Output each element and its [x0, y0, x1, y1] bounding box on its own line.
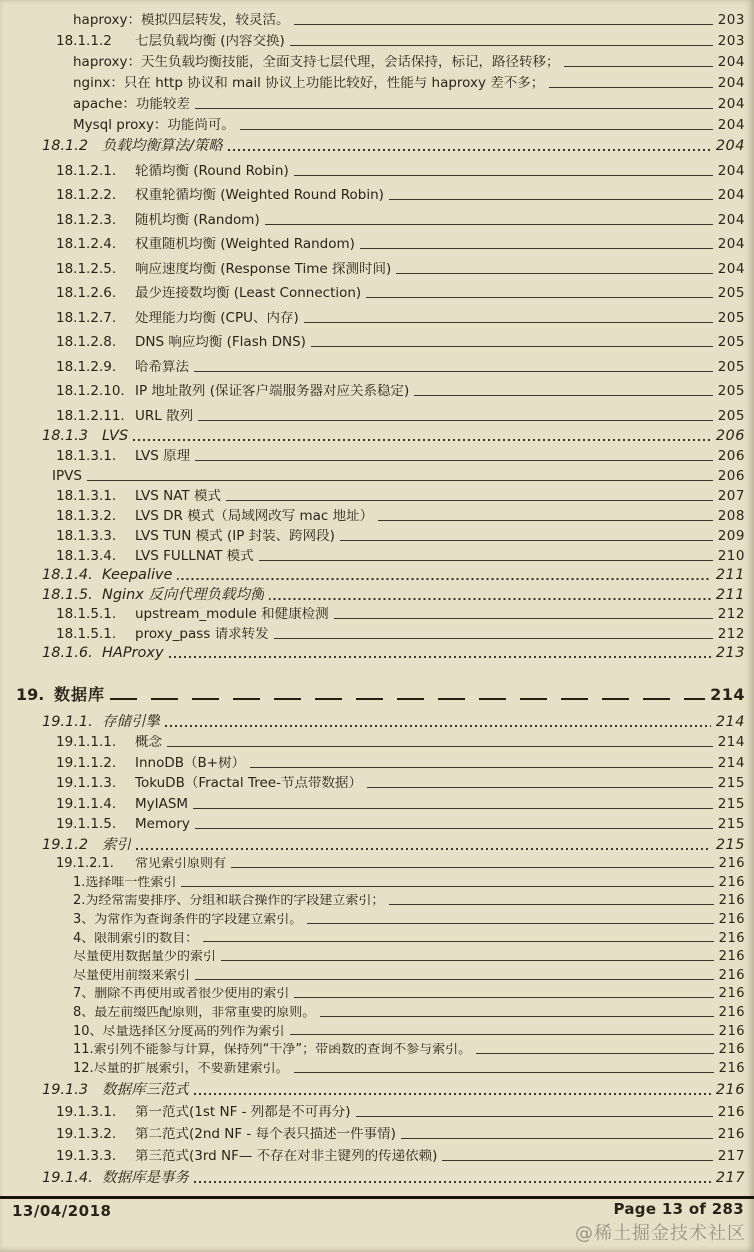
- toc-entry-number: 18.1.2: [42, 138, 89, 155]
- toc-entry-title: InnoDB（B+树）: [135, 755, 246, 771]
- leader-line: [260, 204, 715, 229]
- leader-line: [176, 872, 715, 891]
- toc-entry-title: Keepalive: [102, 567, 173, 584]
- toc-entry-page: 216: [718, 949, 745, 965]
- toc-entry-title: 哈希算法: [135, 359, 189, 375]
- toc-row: [0, 253, 754, 278]
- leader-line: [190, 965, 716, 984]
- leader-line: [391, 253, 714, 278]
- toc-entry-number: 19.: [16, 684, 45, 704]
- leader-line: [302, 909, 715, 928]
- toc-entry-title: 概念: [135, 735, 162, 751]
- toc-entry-page: 203: [717, 33, 745, 50]
- toc-entry-number: 18.1.2.1.: [56, 162, 117, 179]
- toc-entry-page: 205: [717, 309, 745, 326]
- toc-entry-page: 204: [717, 54, 745, 71]
- toc-entry-number: 18.1.2.11.: [56, 407, 125, 424]
- toc-entry-number: 18.1.5.1.: [56, 606, 117, 623]
- toc-entry-title: 12.尽量的扩展索引，不要新建索引。: [73, 1061, 289, 1076]
- toc-entry-page: 204: [717, 211, 745, 228]
- toc-entry-number: 19.1.1.1.: [56, 734, 117, 751]
- toc-entry-title: LVS NAT 模式: [135, 488, 221, 504]
- toc-entry-title: LVS DR 模式（局域网改写 mac 地址）: [135, 508, 374, 524]
- toc-entry-title: URL 散列: [135, 408, 194, 424]
- toc-row: [0, 1143, 754, 1165]
- toc-row: [0, 545, 754, 565]
- toc-entry-title: DNS 响应均衡 (Flash DNS): [135, 335, 306, 351]
- toc-entry-page: 204: [717, 75, 745, 92]
- toc-row: [0, 351, 754, 376]
- toc-entry-title: 7、删除不再使用或者很少使用的索引: [73, 987, 290, 1002]
- leader-line: [188, 792, 715, 813]
- leader-line: [361, 278, 715, 303]
- toc-entry-title: 数据库三范式: [102, 1081, 189, 1098]
- leader-line: [105, 674, 707, 704]
- toc-entry-title: LVS 原理: [135, 448, 191, 464]
- leader-line: [384, 180, 715, 205]
- toc-entry-number: 19.1.1.2.: [56, 754, 117, 771]
- leader-line: [285, 29, 715, 50]
- leader-line: [264, 584, 712, 604]
- toc-entry-page: 217: [717, 1148, 745, 1165]
- toc-entry-number: 18.1.3.1.: [56, 487, 117, 504]
- toc-entry-title: 负载均衡算法/策略: [102, 138, 223, 155]
- toc-entry-title: 存储引擎: [102, 713, 160, 730]
- toc-entry-number: 19.1.3: [42, 1081, 89, 1098]
- toc-row: [0, 302, 754, 327]
- toc-entry-title: 2.为经常需要排序、分组和联合操作的字段建立索引；: [73, 894, 385, 909]
- toc-row: [0, 623, 754, 643]
- toc-entry-title: nginx：只在 http 协议和 mail 协议上功能比较好，性能与 haproxy 差不多；: [73, 76, 545, 92]
- toc-entry-page: 211: [715, 586, 745, 603]
- leader-line: [559, 50, 714, 71]
- toc-entry-page: 204: [717, 187, 745, 204]
- leader-line: [189, 1165, 713, 1187]
- toc-row: [0, 71, 754, 92]
- toc-entry-page: 216: [718, 911, 745, 927]
- toc-entry-page: 215: [717, 795, 745, 812]
- toc-row: [0, 772, 754, 793]
- toc-row: [0, 1058, 754, 1077]
- toc-entry-title: TokuDB（Fractal Tree-节点带数据）: [135, 776, 362, 792]
- toc-entry-title: 尽量使用数据量少的索引: [73, 950, 217, 965]
- leader-line: [190, 92, 715, 113]
- toc-entry-page: 203: [717, 12, 745, 29]
- toc-entry-page: 210: [717, 547, 745, 564]
- toc-row: [0, 50, 754, 71]
- toc-row: [0, 1099, 754, 1121]
- toc-entry-title: haproxy：模拟四层转发，较灵活。: [73, 13, 290, 29]
- toc-entry-number: 18.1.2.2.: [56, 187, 117, 204]
- leader-line: [190, 813, 715, 834]
- toc-row: [0, 984, 754, 1003]
- toc-row: [0, 445, 754, 465]
- toc-entry-page: 215: [715, 836, 745, 853]
- toc-row: [0, 1077, 754, 1099]
- toc-entry-title: HAProxy: [102, 645, 164, 662]
- toc-entry-page: 211: [715, 567, 745, 584]
- toc-entry-title: haproxy：天生负载均衡技能，全面支持七层代理，会话保持，标记，路径转移；: [73, 55, 560, 71]
- toc-row: [0, 1002, 754, 1021]
- toc-entry-title: 第二范式(2nd NF - 每个表只描述一件事情): [135, 1127, 396, 1143]
- toc-entry-number: 19.1.1.4.: [56, 795, 117, 812]
- toc-entry-title: Mysql proxy：功能尚可。: [73, 118, 235, 134]
- toc-entry-page: 205: [717, 285, 745, 302]
- toc-entry-page: 204: [717, 260, 745, 277]
- toc-entry-page: 212: [717, 606, 745, 623]
- toc-entry-title: 4、限制索引的数目：: [73, 931, 199, 946]
- leader-line: [289, 984, 715, 1003]
- toc-entry-number: 18.1.2.3.: [56, 211, 117, 228]
- leader-line: [362, 772, 715, 793]
- toc-row: [0, 113, 754, 134]
- leader-line: [289, 155, 715, 180]
- toc-entry-page: 214: [717, 734, 745, 751]
- toc-row: [0, 229, 754, 254]
- toc-entry-page: 204: [717, 162, 745, 179]
- toc-row: [0, 485, 754, 505]
- leader-line: [190, 445, 715, 465]
- toc-entry-page: 205: [717, 383, 745, 400]
- leader-line: [471, 1039, 716, 1058]
- toc-entry-title: 10、尽量选择区分度高的列作为索引: [73, 1024, 285, 1039]
- toc-row: [0, 425, 754, 445]
- toc-entry-page: 209: [717, 527, 745, 544]
- leader-line: [172, 565, 712, 585]
- toc-entry-title: 尽量使用前缀来索引: [73, 968, 191, 983]
- toc-row: [0, 134, 754, 155]
- leader-line: [254, 545, 715, 565]
- toc-entry-page: 215: [717, 775, 745, 792]
- leader-line: [355, 229, 715, 254]
- toc-entry-page: 206: [715, 427, 745, 444]
- toc-entry-title: MyIASM: [135, 796, 189, 812]
- toc-row: [0, 833, 754, 854]
- toc-entry-title: IPVS: [52, 468, 82, 484]
- toc-entry-number: 18.1.5.: [42, 586, 93, 603]
- toc-entry-number: 18.1.3: [42, 427, 89, 444]
- toc-entry-page: 204: [717, 96, 745, 113]
- leader-line: [235, 113, 715, 134]
- toc-entry-title: 第一范式(1st NF - 列都是不可再分): [135, 1105, 351, 1121]
- toc-entry-page: 216: [718, 1023, 745, 1039]
- leader-line: [160, 710, 713, 731]
- toc-entry-title: LVS TUN 模式 (IP 封装、跨网段): [135, 528, 335, 544]
- leader-line: [289, 8, 714, 29]
- toc-row: [0, 465, 754, 485]
- toc-row: [0, 1039, 754, 1058]
- page-footer: [0, 1196, 754, 1244]
- toc-entry-title: 常见索引原则有: [135, 857, 227, 872]
- toc-row: [0, 180, 754, 205]
- leader-line: [128, 425, 713, 445]
- toc-row: [0, 891, 754, 910]
- toc-row: [0, 327, 754, 352]
- toc-entry-title: 处理能力均衡 (CPU、内存): [135, 310, 299, 326]
- toc-entry-number: 18.1.2.9.: [56, 358, 117, 375]
- toc-entry-page: 216: [715, 1081, 745, 1098]
- toc-entry-number: 19.1.4.: [42, 1169, 93, 1186]
- leader-line: [315, 1002, 715, 1021]
- leader-line: [384, 891, 715, 910]
- toc-row: [0, 584, 754, 604]
- toc-entry-number: 18.1.2.8.: [56, 334, 117, 351]
- leader-line: [221, 485, 715, 505]
- toc-entry-page: 205: [717, 407, 745, 424]
- toc-entry-number: 18.1.4.: [42, 567, 93, 584]
- toc-entry-page: 217: [715, 1169, 745, 1186]
- toc-entry-number: 19.1.3.1.: [56, 1104, 117, 1121]
- toc-entry-page: 205: [717, 358, 745, 375]
- leader-line: [223, 134, 713, 155]
- leader-line: [329, 604, 715, 624]
- toc-row: [0, 946, 754, 965]
- toc-row: [0, 1121, 754, 1143]
- toc-entry-page: 216: [718, 930, 745, 946]
- toc-entry-page: 216: [718, 1060, 745, 1076]
- toc-entry-page: 214: [715, 713, 745, 730]
- toc-entry-title: 最少连接数均衡 (Least Connection): [135, 286, 362, 302]
- toc-row: [0, 604, 754, 624]
- toc-entry-title: Nginx 反向代理负载均衡: [102, 586, 265, 603]
- toc-entry-page: 204: [715, 138, 745, 155]
- leader-line: [396, 1121, 715, 1143]
- toc-row: [0, 376, 754, 401]
- toc-row: [0, 204, 754, 229]
- toc-row: [0, 674, 754, 704]
- leader-line: [285, 1021, 716, 1040]
- toc-row: [0, 29, 754, 50]
- toc-entry-title: Memory: [135, 817, 190, 833]
- leader-line: [189, 351, 715, 376]
- toc-entry-number: 19.1.1.3.: [56, 775, 117, 792]
- leader-line: [299, 302, 715, 327]
- toc-entry-page: 214: [710, 684, 745, 704]
- toc-entry-page: 207: [717, 487, 745, 504]
- toc-entry-title: 11.索引列不能参与计算，保持列“干净”；带函数的查询不参与索引。: [73, 1043, 472, 1058]
- toc-row: [0, 731, 754, 752]
- toc-entry-number: 18.1.2.5.: [56, 260, 117, 277]
- toc-entry-page: 216: [717, 1126, 745, 1143]
- toc-row: [0, 1165, 754, 1187]
- toc-entry-page: 216: [718, 986, 745, 1002]
- leader-line: [351, 1099, 715, 1121]
- toc-entry-number: 18.1.3.3.: [56, 527, 117, 544]
- toc-entry-title: 第三范式(3rd NF— 不存在对非主键列的传递依赖): [135, 1149, 438, 1165]
- toc-entry-title: 权重随机均衡 (Weighted Random): [135, 237, 355, 253]
- leader-line: [437, 1143, 714, 1165]
- toc-entry-number: 18.1.6.: [42, 645, 93, 662]
- toc-entry-title: 数据库是事务: [102, 1169, 189, 1186]
- toc-row: [0, 928, 754, 947]
- toc-entry-title: 1.选择唯一性索引: [73, 875, 177, 890]
- toc-row: [0, 813, 754, 834]
- toc-row: [0, 854, 754, 873]
- toc-row: [0, 751, 754, 772]
- leader-line: [544, 71, 714, 92]
- toc-row: [0, 525, 754, 545]
- toc-entry-page: 216: [718, 967, 745, 983]
- toc-row: [0, 1021, 754, 1040]
- leader-line: [189, 1077, 713, 1099]
- toc-row: [0, 965, 754, 984]
- toc-entry-title: proxy_pass 请求转发: [135, 626, 269, 642]
- toc-row: [0, 155, 754, 180]
- toc-entry-page: 205: [717, 334, 745, 351]
- toc-entry-number: 18.1.2.10.: [56, 383, 125, 400]
- leader-line: [289, 1058, 716, 1077]
- toc-entry-page: 216: [718, 1042, 745, 1058]
- toc-entry-number: 19.1.2.1.: [56, 856, 114, 872]
- toc-entry-title: 七层负载均衡 (内容交换): [135, 34, 285, 50]
- toc-entry-page: 214: [717, 754, 745, 771]
- toc-entry-page: 216: [718, 856, 745, 872]
- toc-row: [0, 792, 754, 813]
- toc-entry-number: 18.1.2.4.: [56, 236, 117, 253]
- footer-date: 13/04/2018: [12, 1202, 112, 1220]
- leader-line: [131, 833, 713, 854]
- toc-row: [0, 400, 754, 425]
- toc-entry-page: 206: [717, 447, 745, 464]
- toc-entry-title: LVS: [102, 427, 129, 444]
- toc-entry-number: 18.1.3.4.: [56, 547, 117, 564]
- toc-entry-page: 216: [717, 1104, 745, 1121]
- toc-entry-number: 18.1.3.2.: [56, 507, 117, 524]
- toc-entry-title: 索引: [102, 836, 131, 853]
- toc-entry-number: 19.1.3.3.: [56, 1148, 117, 1165]
- toc-entry-title: 数据库: [54, 685, 106, 704]
- toc-entry-number: 19.1.1.: [42, 713, 93, 730]
- leader-line: [269, 623, 715, 643]
- toc-row: [0, 909, 754, 928]
- toc-entry-title: 权重轮循均衡 (Weighted Round Robin): [135, 188, 384, 204]
- toc-entry-title: 8、最左前缀匹配原则，非常重要的原则。: [73, 1005, 316, 1020]
- leader-line: [216, 946, 716, 965]
- toc-entry-title: apache：功能较差: [73, 97, 190, 113]
- leader-line: [306, 327, 715, 352]
- leader-line: [373, 505, 715, 525]
- leader-line: [82, 465, 715, 485]
- leader-line: [409, 376, 714, 401]
- toc-entry-number: 19.1.2: [42, 836, 89, 853]
- toc-entry-number: 18.1.5.1.: [56, 625, 117, 642]
- toc-entry-number: 18.1.2.6.: [56, 285, 117, 302]
- leader-line: [335, 525, 715, 545]
- toc-entry-page: 212: [717, 625, 745, 642]
- leader-line: [226, 854, 716, 873]
- toc-entry-page: 204: [717, 117, 745, 134]
- toc-entry-page: 216: [718, 1004, 745, 1020]
- toc-entry-page: 213: [715, 645, 745, 662]
- toc-entry-number: 18.1.2.7.: [56, 309, 117, 326]
- toc-entry-page: 215: [717, 816, 745, 833]
- toc-entry-page: 208: [717, 507, 745, 524]
- toc-entry-page: 216: [718, 893, 745, 909]
- toc-entry-page: 204: [717, 236, 745, 253]
- toc-row: [0, 505, 754, 525]
- toc-entry-title: 随机均衡 (Random): [135, 212, 260, 228]
- leader-line: [162, 731, 715, 752]
- toc-row: [0, 278, 754, 303]
- toc-entry-number: 18.1.3.1.: [56, 447, 117, 464]
- toc-entry-number: 19.1.3.2.: [56, 1126, 117, 1143]
- leader-line: [164, 643, 713, 663]
- watermark-text: @稀土掘金技术社区: [575, 1223, 746, 1244]
- toc-entry-page: 216: [718, 874, 745, 890]
- toc-row: [0, 565, 754, 585]
- toc-entry-title: IP 地址散列 (保证客户端服务器对应关系稳定): [135, 384, 410, 400]
- toc-row: [0, 710, 754, 731]
- toc-entry-title: 3、为常作为查询条件的字段建立索引。: [73, 912, 303, 927]
- toc-row: [0, 92, 754, 113]
- toc-entry-number: 18.1.1.2: [56, 33, 112, 50]
- toc-entry-page: 206: [717, 467, 745, 484]
- footer-page-number: Page 13 of 283: [613, 1200, 744, 1218]
- toc-entry-title: LVS FULLNAT 模式: [135, 548, 254, 564]
- toc-row: [0, 872, 754, 891]
- toc-row: [0, 643, 754, 663]
- toc-entry-title: 轮循均衡 (Round Robin): [135, 163, 289, 179]
- leader-line: [245, 751, 715, 772]
- toc-entry-title: 响应速度均衡 (Response Time 探测时间): [135, 261, 392, 277]
- leader-line: [193, 400, 715, 425]
- toc-list: [0, 8, 754, 1187]
- toc-entry-number: 19.1.1.5.: [56, 816, 117, 833]
- leader-line: [198, 928, 715, 947]
- toc-entry-title: upstream_module 和健康检测: [135, 607, 329, 623]
- toc-row: [0, 8, 754, 29]
